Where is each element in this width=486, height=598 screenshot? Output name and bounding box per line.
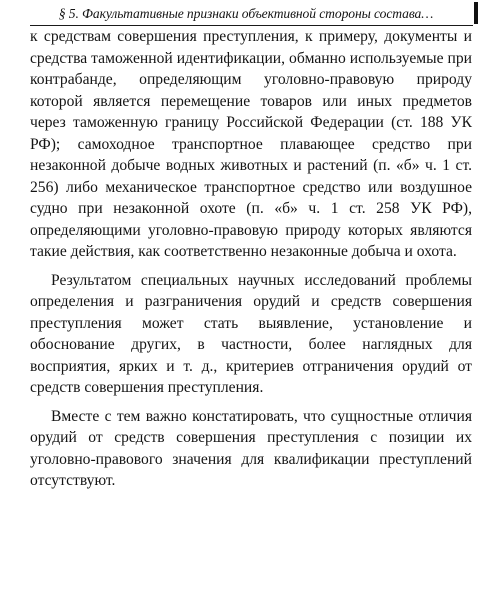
paragraph: Вместе с тем важно констатировать, что сущностные отличия орудий от средств совершения преступления с позиции их уголовно-правового значения для квалификации преступлений отсутствуют. [30,407,472,489]
running-head: § 5. Факультативные признаки объективной стороны состава… [58,6,434,21]
body-text [30,26,472,492]
paragraph: Результатом специальных научных исследований проблемы определения и разграничения орудий и средств совершения преступления может стать выявление, установление и обоснование других, в частности, более наглядных для восприятия, ярких и т. д., критериев отграничения орудий от средств совершения преступления. [30,271,472,396]
paragraph-continued: к средствам совершения преступления, к примеру, документы и средства таможенной идентификации, обманно используемые при контрабанде, определяющим уголовно-правовую природу которой является перемещение товаров или иных предметов через таможенную границу Российской Федерации (ст. 188 УК РФ); самоходное транспортное плавающее средство при незаконной добыче водных животных и растений (п. «б» ч. 1 ст. 256) либо механическое транспортное средство или воздушное судно при незаконной охоте (п. «б» ч. 1 ст. 258 УК РФ), определяющими уголовно-правовую природу которых являются такие действия, как соответственно незаконные добыча и охота. [30,28,472,260]
page-edge-mark [474,2,478,24]
